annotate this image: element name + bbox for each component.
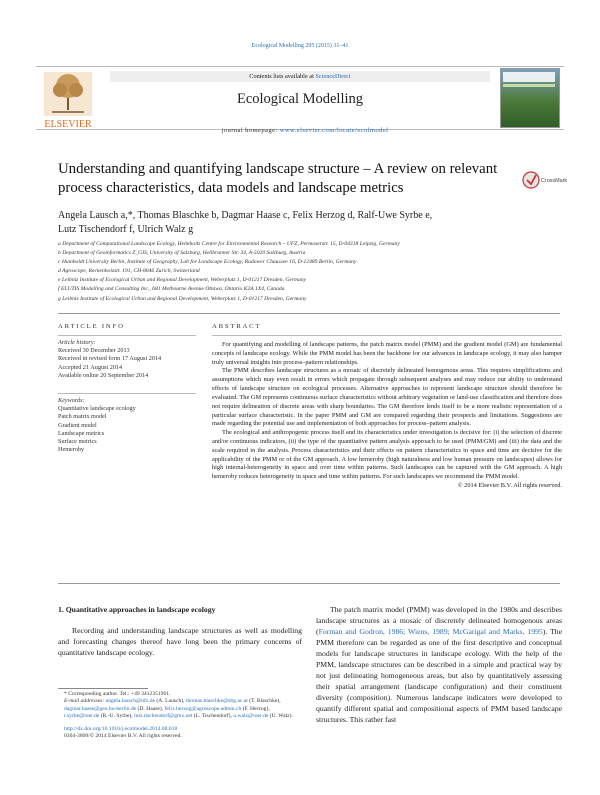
keywords [58,397,198,454]
crossmark-label: CrossMark [541,178,568,184]
article-history [58,339,198,380]
email-link[interactable]: felix.herzog@agroscope.admin.ch [164,705,242,712]
keyword-item: Quantitative landscape ecology [58,405,136,413]
homepage-prefix: journal homepage: [221,127,280,134]
history-item: Received 30 December 2013 [58,347,130,355]
email-link[interactable]: lutz.tischendorf@gmx.net [134,712,193,719]
affiliation-item: b Department of Geoinformatics Z_GIS, University of Salzburg, Hellbrunner Str. 34, A-5020 Salzburg, Austria [58,250,306,257]
divider [58,393,196,394]
journal-homepage [150,127,460,134]
history-item: Received in revised form 17 August 2014 [58,355,162,363]
history-label: Article history: [58,339,96,346]
body-paragraph [316,604,562,726]
keyword-item: Patch matrix model [58,413,107,421]
keyword-item: Surface metrics [58,438,97,446]
affiliation-list [58,240,558,304]
article-info-heading: ARTICLE INFO [58,323,125,330]
email-link[interactable]: thomas.blaschke@sbg.ac.at [185,698,248,705]
abstract-body [212,341,562,491]
abstract-copyright: © 2014 Elsevier B.V. All rights reserved. [457,482,562,489]
section-heading: 1. Quantitative approaches in landscape ecology [58,605,216,614]
affiliation-item: c Humboldt University Berlin, Institute of Geography, Lab for Landscape Ecology, Rudower Chaussee 16, D-12489 Berlin, Germany [58,259,357,266]
journal-cover-title-band [503,72,555,82]
email-owner: (D. Haase), [136,705,164,712]
article-title: Understanding and quantifying landscape structure – A review on relevant process characteristics, data models and landscape metrics [58,161,498,196]
affiliation-item: a Department of Computational Landscape Ecology, Helmholtz Centre for Environmental Research – UFZ, Permoserstr. 15, D-04318 Leipzig, Germany [58,241,400,247]
body-text: ). The PMM therefore can be regarded as one of the first descriptive and conceptual models for landscape structures in landscape ecology. With the help of the PMM, landscape structures can be described in a simple and practical way by not just delineating homogeneous areas, but also by quantitatively assessing their spatial arrangement (landscape configuration) and their constituent diversity (composition). Numerous landscape indicators were developed to quantify different spatial and compositional aspects of PMM based landscape structures. This rather fast [316,627,562,725]
email-link[interactable]: dagmar.haase@geo.hu-berlin.de [64,705,137,712]
footnote-divider [58,688,148,689]
journal-name: Ecological Modelling [236,91,364,107]
elsevier-logo [38,70,98,132]
keyword-item: Hemeroby [58,446,85,454]
affiliation-item: g Leibniz Institute of Ecological Urban and Regional Development, Weberplatz 1, D-01217 Dresden, Germany [58,295,307,302]
sciencedirect-link[interactable]: ScienceDirect [315,73,351,80]
homepage-link[interactable]: www.elsevier.com/locate/ecolmodel [279,127,389,134]
email-owner: (T. Blaschke), [249,698,281,705]
email-owner: (L. Tischendorf), [192,712,234,719]
keyword-item: Landscape metrics [58,429,105,437]
right-column [316,604,562,726]
affiliation-item: d Agroscope, Reckenholzstr. 191, CH-8046 Zurich, Switzerland [58,268,200,275]
abstract-heading: ABSTRACT [212,323,262,330]
authors-line-1: Angela Lausch a,*, Thomas Blaschke b, Dagmar Haase c, Felix Herzog d, Ralf-Uwe Syrbe e, [58,210,433,221]
crossmark-icon[interactable] [522,168,568,198]
email-owner: (A. Lausch), [155,698,186,705]
history-item: Available online 20 September 2014 [58,371,149,379]
divider [58,335,196,336]
email-owner: (F. Herzog), [241,705,270,712]
footnotes [64,691,304,741]
keywords-label: Keywords: [58,397,85,404]
corresponding-author-note: * Corresponding author. Tel.: +49 3412351961. [64,691,171,697]
author-list [58,209,518,237]
email-link[interactable]: u.walz@ioer.de [233,712,269,719]
journal-citation[interactable]: Ecological Modelling 295 (2015) 31–41 [251,43,349,49]
email-link[interactable]: r.syrbe@ioer.de [64,712,100,719]
email-owner: (U. Walz). [268,712,293,719]
email-owner: (R.-U. Syrbe), [99,712,133,719]
authors-line-2: Lutz Tischendorf f, Ulrich Walz g [58,224,194,235]
issn-line: 0304-3800/© 2014 Elsevier B.V. All rights reserved. [64,733,182,740]
divider [58,583,560,584]
elsevier-wordmark: ELSEVIER [44,119,92,130]
abstract-paragraph: The PMM describes landscape structures as a mosaic of discretely delineated homogenous areas. This requires simplifications and assumptions which may even result in errors which propagate through subsequent analyses and may reduce our ability to understand effects of landscape structure on ecological processes. Alternative approaches to represent landscape structure should therefore be evaluated. The GM represents continuous surface characteristics without arbitrary vegetation or land-use classification and therefore does not require delineation of discrete areas with sharp boundaries. The GM therefore lends itself to be a more realistic representation of a particular surface characteristic. In the paper PMM and GM are compared regarding their prospects and limitations. Suggestions are made regarding the potential use and implementation of both approaches for process–pattern analysis. [212,367,562,428]
doi-link[interactable]: http://dx.doi.org/10.1016/j.ecolmodel.2014.08.018 [64,726,178,733]
abstract-paragraph: The ecological and anthropogenic process itself and its characteristics under investigation is decisive for: (i) the selection of discrete and/or continuous indicators, (ii) the type of the quantitative pattern analysis approach to be used (PMM/GM) and (iii) the data and the scale required in the analysis. Process characteristics and their effects on pattern characteristics in space and time are decisive for the applicability of the PMM or of the GM approach. A low hemeroby (high naturalness and low human pressure on landscapes) allows for high internal-heterogeneity in space and over time within patterns. Such landscapes can be captured with the GM approach. A high hemeroby reduces heterogeneity in space and time within patterns. For such landscapes we recommend the PMM model. [212,429,562,481]
left-column [58,604,302,658]
reference-link[interactable]: Forman and Godron, 1986; Wiens, 1989; McGarigal and Marks, 1995 [318,627,543,637]
affiliation-item: e Leibniz Institute of Ecological Urban and Regional Development, Weberplatz 1, D-01217 Dresden, Germany [58,277,307,284]
divider [212,335,562,336]
email-addresses [64,698,304,720]
abstract-paragraph: For quantifying and modelling of landscape patterns, the patch matrix model (PMM) and the gradient model (GM) are fundamental concepts of landscape ecology. While the PMM model has been the backbone for our advances in landscape ecology, it may also hamper truly universal insights into process–pattern relationships. [212,341,562,366]
contents-line [110,71,490,82]
body-paragraph: Recording and understanding landscape structures as well as modelling and forecasting changes thereof have long been the primary concerns of quantitative landscape ecology. [58,626,302,658]
keyword-item: Gradient model [58,421,97,429]
divider [58,313,560,314]
affiliation-item: f ELUTIS Modelling and Consulting Inc., 681 Melbourne Avenue Ottawa, Ontario K2A 1X4, Canada [58,286,285,293]
journal-cover-stripe [503,84,555,87]
history-item: Accepted 21 August 2014 [58,363,123,371]
email-link[interactable]: angela.lausch@ufz.de [105,698,156,705]
contents-prefix: Contents lists available at [249,73,316,80]
email-label: E-mail addresses: [64,698,106,705]
body-text: The patch matrix model (PMM) was developed in the 1980s and describes landscape structures as a mosaic of discretely delineated homogenous areas ( [316,605,562,637]
